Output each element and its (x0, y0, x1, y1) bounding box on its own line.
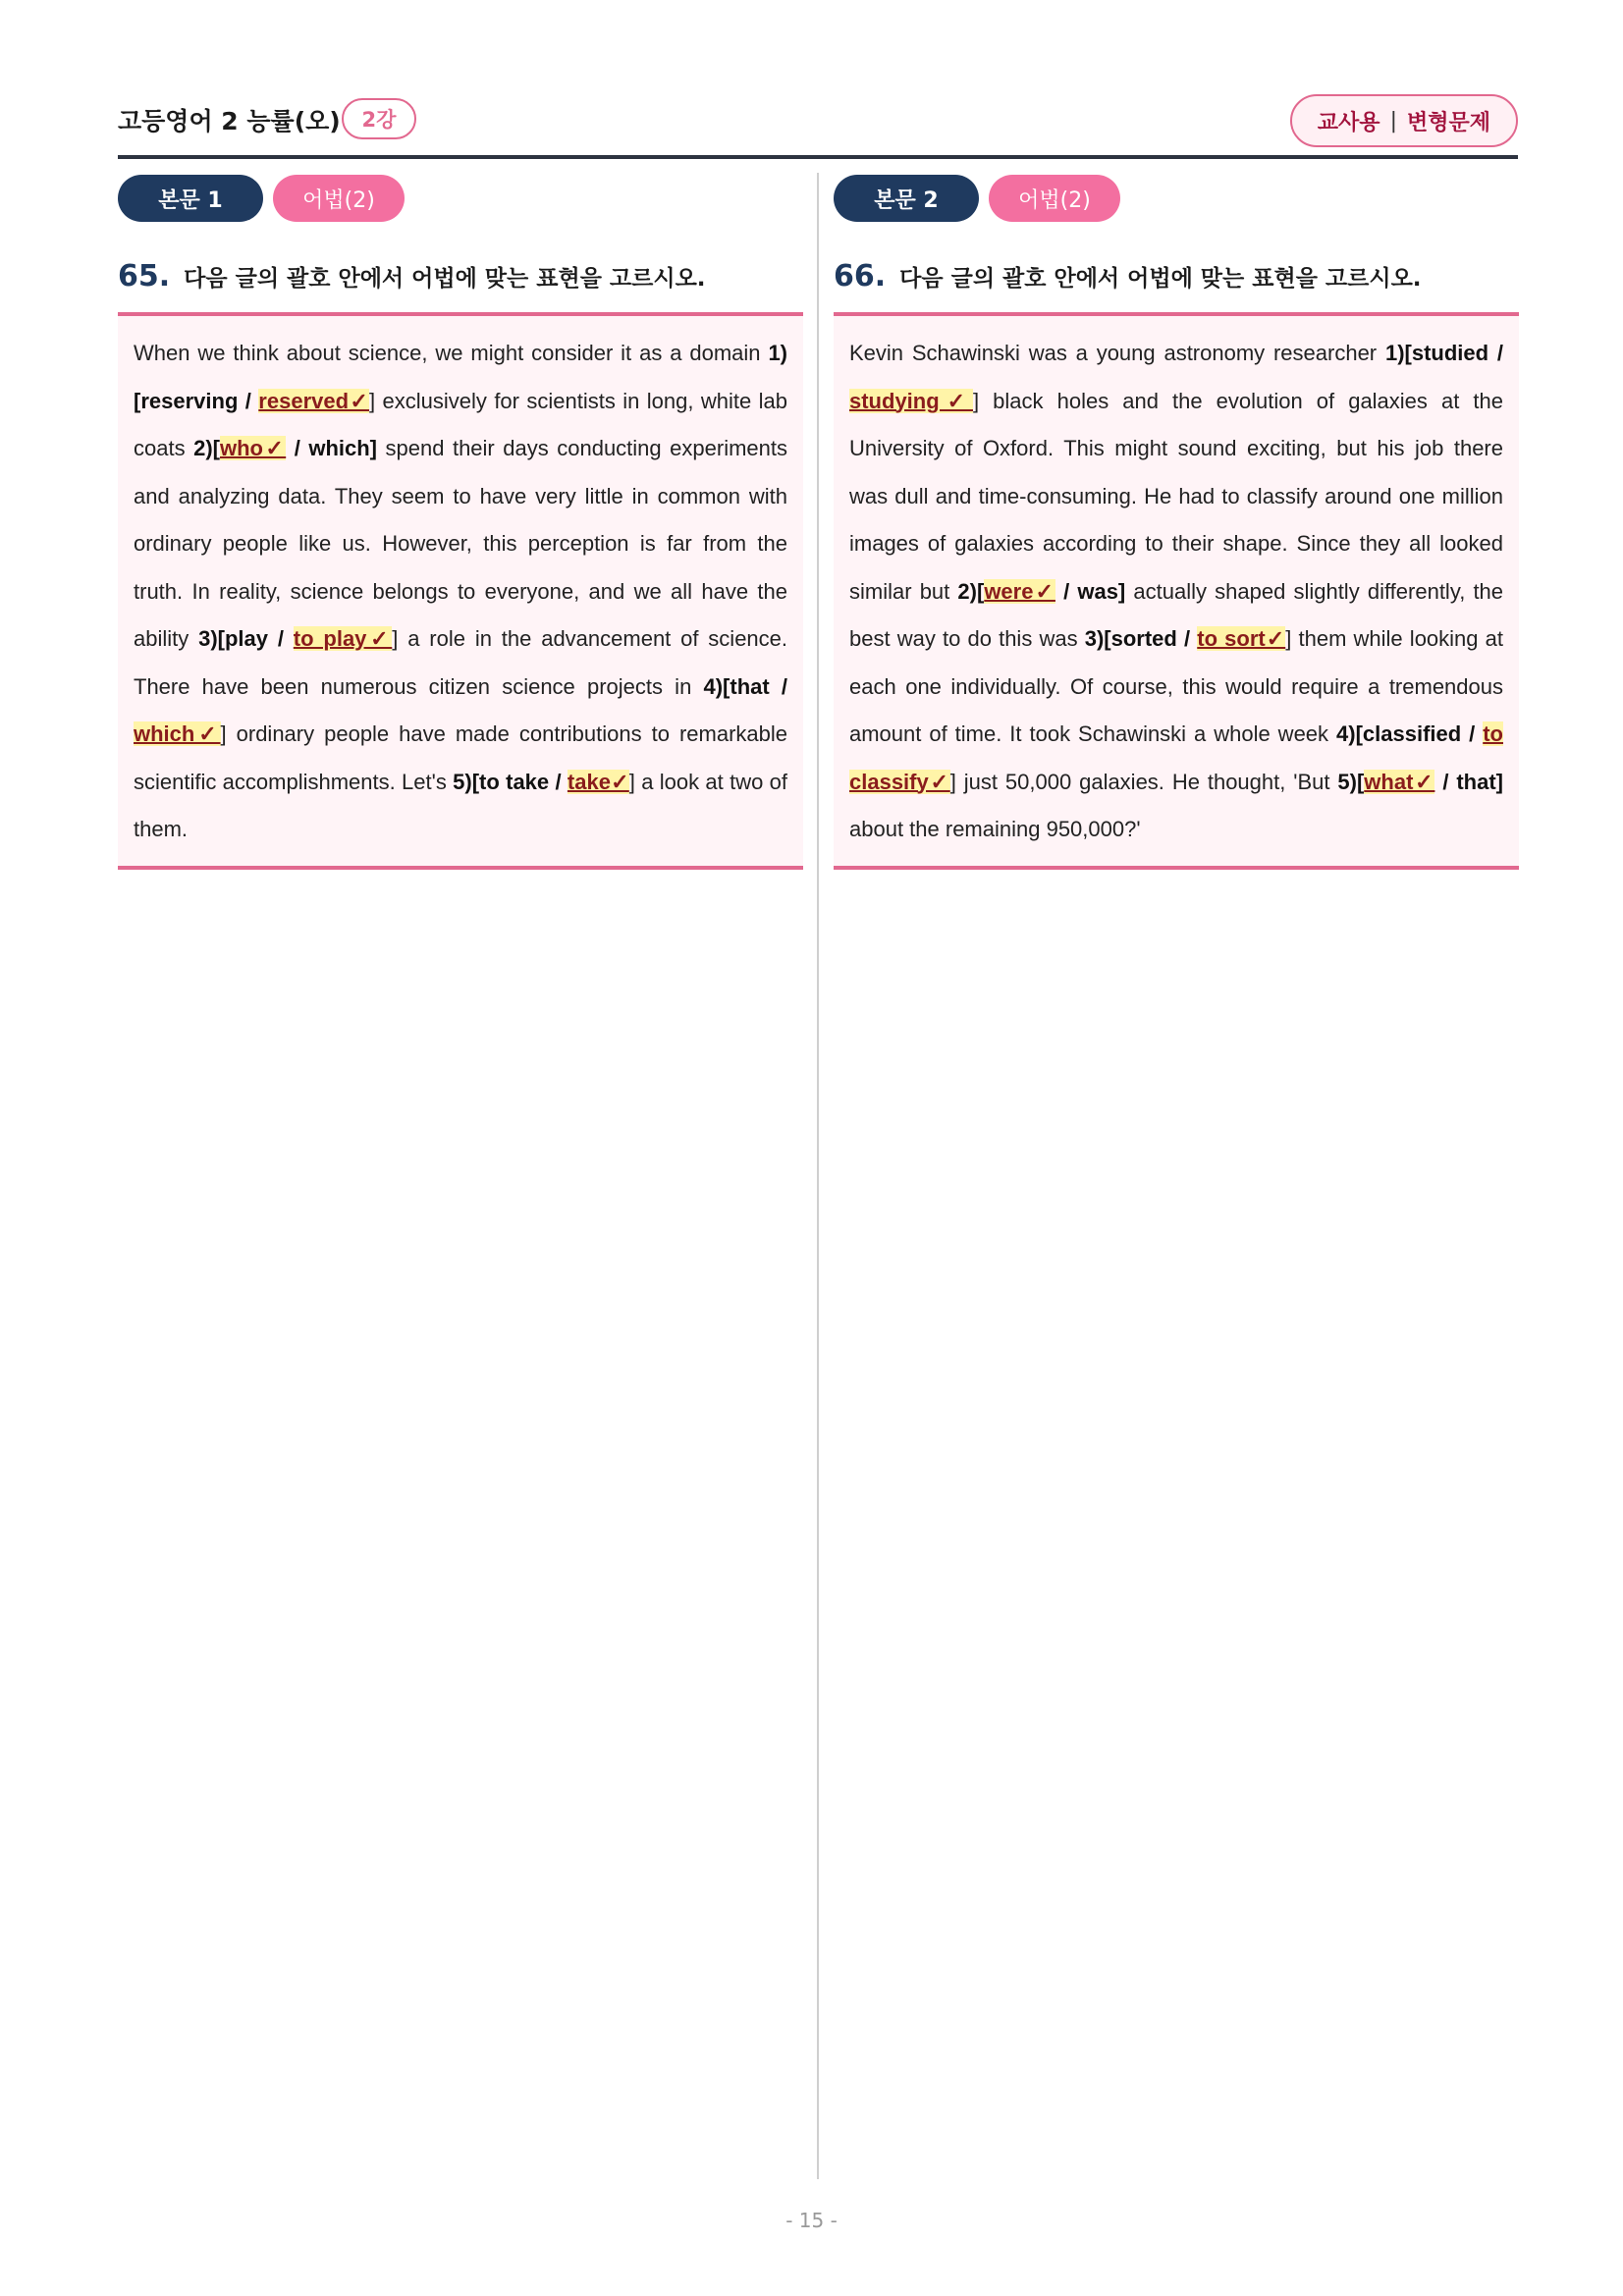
lecture-badge: 2강 (342, 98, 416, 139)
passage-text: ] them while looking at each one individually. Of course, this would require a tremendous amount of time. It took Schawinski a whole week (849, 626, 1504, 746)
passage-text: actually shaped slightly differently, the best way to do this was (849, 578, 1504, 651)
column-divider (817, 173, 819, 2179)
answer-choice: what✓ (1364, 769, 1435, 794)
answer-choice: to classify✓ (849, 721, 1503, 794)
answer-choice: to sort✓ (1197, 626, 1286, 651)
choice-bracket: 2)[ (193, 436, 220, 460)
answer-choice: to play✓ (293, 626, 393, 651)
choice-bracket: 5)[to take / (453, 769, 568, 794)
passage-text: ] a look at two of them. (134, 769, 787, 841)
passage-text: ] ordinary people have made contributions to remarkable scientific accomplishments. Let's (134, 721, 787, 794)
choice-bracket: / was] (1055, 578, 1126, 604)
question-heading (834, 259, 1519, 298)
choice-bracket: 1)[studied / (1384, 341, 1503, 365)
choice-bracket: 1)[reserving / (134, 341, 787, 413)
passage-text: ] just 50,000 galaxies. He thought, 'But (949, 769, 1338, 794)
passage-tag: 본문 2 (834, 175, 979, 222)
passage-text: Kevin Schawinski was a young astronomy researcher (849, 341, 1385, 365)
passage-box (834, 312, 1519, 870)
choice-bracket: 4)[classified / (1336, 721, 1484, 746)
category-tag: 어법(2) (273, 175, 405, 222)
passage-tag: 본문 1 (118, 175, 263, 222)
answer-choice: were✓ (984, 578, 1055, 604)
choice-bracket: 2)[ (957, 578, 985, 604)
passage-tags (834, 175, 1519, 224)
answer-choice: take✓ (567, 769, 629, 794)
question-type-label: 변형문제 (1406, 110, 1490, 135)
answer-choice: who✓ (219, 436, 287, 460)
choice-bracket: 5)[ (1337, 769, 1365, 794)
answer-choice: which✓ (134, 721, 221, 746)
category-tag: 어법(2) (989, 175, 1120, 222)
question-prompt: 다음 글의 괄호 안에서 어법에 맞는 표현을 고르시오. (184, 266, 706, 292)
choice-bracket: 3)[sorted / (1084, 626, 1198, 651)
choice-bracket: / that] (1434, 769, 1503, 794)
choice-bracket: 4)[that / (703, 673, 787, 699)
passage-box (118, 312, 803, 870)
teacher-edition-badge (1290, 94, 1518, 147)
passage-text: ] a role in the advancement of science. There have been numerous citizen science projects in (134, 626, 788, 699)
answer-choice: reserved✓ (258, 388, 370, 413)
question-prompt: 다음 글의 괄호 안에서 어법에 맞는 표현을 고르시오. (899, 266, 1422, 292)
question-heading (118, 259, 803, 298)
passage-text: When we think about science, we might consider it as a domain (134, 341, 769, 365)
page-header (118, 94, 1518, 159)
teacher-label: 교사용 (1317, 110, 1380, 135)
answer-choice: studying✓ (849, 388, 973, 413)
left-column (118, 175, 803, 870)
question-number: 65. (118, 259, 171, 294)
passage-text: ] exclusively for scientists in long, white lab coats (134, 388, 788, 460)
choice-bracket: 3)[play / (198, 626, 294, 651)
passage-tags (118, 175, 803, 224)
passage-text: ] black holes and the evolution of galaxies at the University of Oxford. This might sound exciting, but his job there was dull and time-consuming. He had to classify around one million images of galaxies according to their shape. Since they all looked similar but (849, 388, 1503, 604)
badge-separator: | (1389, 108, 1397, 133)
choice-bracket: / which] (286, 436, 377, 460)
page-number: - 15 - (785, 2209, 838, 2232)
passage-text: about the remaining 950,000?' (849, 817, 1141, 841)
book-title: 고등영어 2 능률(오) (118, 107, 341, 135)
right-column (834, 175, 1519, 870)
header-rule (118, 155, 1518, 159)
question-number: 66. (834, 259, 887, 294)
passage-text: spend their days conducting experiments and analyzing data. They seem to have very little in common with ordinary people like us. However, this perception is far from the truth. In reality, science belongs to everyone, and we all have the ability (134, 436, 787, 651)
